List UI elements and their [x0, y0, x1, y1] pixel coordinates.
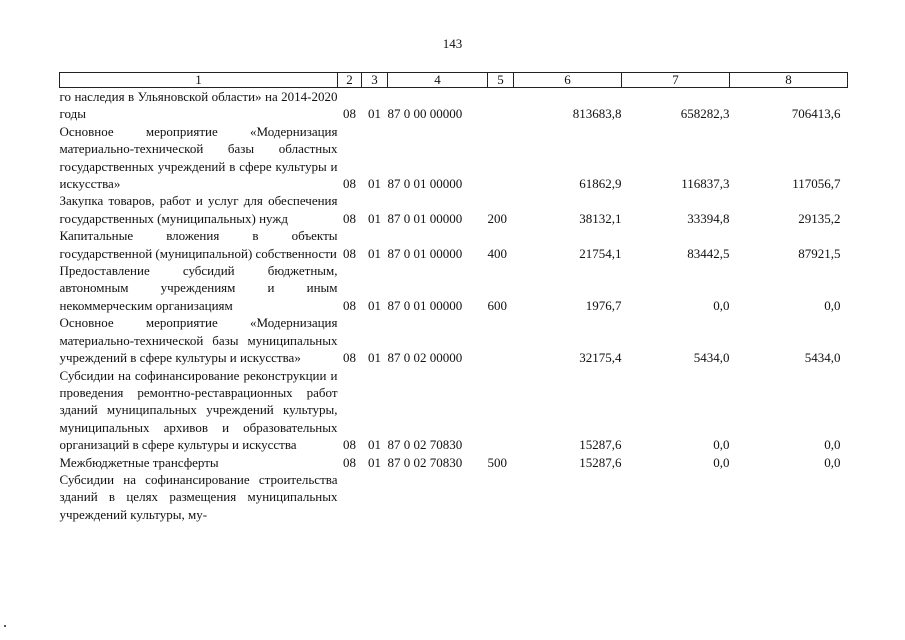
row-subsection: 01 — [368, 106, 381, 122]
row-subsection: 01 — [368, 245, 381, 261]
row-name: Основное мероприятие «Модернизация материально-технической базы областных государственных учреждений в сфере культуры и искусства» — [59, 123, 338, 192]
row-subsection: 01 — [368, 176, 381, 192]
row-value-8: 0,0 — [824, 297, 841, 313]
row-name: Субсидии на софинансирование реконструкции и проведения ремонтно-реставрационных работ зданий муниципальных учреждений культуры, муниципальных архивов и образовательных организаций в сфере культуры и искусства — [59, 367, 338, 453]
table-row — [60, 314, 848, 366]
row-value-8: 87921,5 — [798, 245, 841, 261]
row-name: Закупка товаров, работ и услуг для обеспечения государственных (муниципальных) нужд — [59, 193, 338, 226]
row-expense-type — [488, 314, 514, 366]
row-value-8 — [730, 471, 848, 523]
row-target-code: 87 0 02 70830 — [387, 437, 463, 453]
column-header: 3 — [362, 73, 388, 88]
row-value-8: 117056,7 — [792, 176, 841, 192]
row-expense-type — [488, 367, 514, 454]
row-expense-type — [488, 88, 514, 123]
row-subsection: 01 — [368, 297, 381, 313]
table-header-row — [60, 73, 848, 88]
row-value-8: 29135,2 — [798, 210, 841, 226]
row-expense-type — [488, 123, 514, 193]
row-name: Субсидии на софинансирование строительства зданий в целях размещения муниципальных учреждений культуры, му- — [59, 471, 338, 522]
column-header: 7 — [622, 73, 730, 88]
row-value-7: 0,0 — [713, 437, 730, 453]
table-row — [60, 88, 848, 123]
row-value-8: 0,0 — [824, 454, 841, 470]
column-header: 8 — [730, 73, 848, 88]
row-section: 08 — [343, 297, 356, 313]
row-name: Предоставление субсидий бюджетным, автономным учреждениям и иным некоммерческим организациям — [59, 263, 338, 313]
row-value-7: 0,0 — [713, 454, 730, 470]
row-value-6: 21754,1 — [579, 245, 622, 261]
column-header: 6 — [514, 73, 622, 88]
row-value-8: 5434,0 — [804, 350, 841, 366]
row-value-7: 116837,3 — [681, 176, 730, 192]
row-target-code: 87 0 02 00000 — [387, 350, 463, 366]
table-row — [60, 454, 848, 471]
row-target-code — [388, 471, 488, 523]
row-section: 08 — [343, 176, 356, 192]
row-value-7: 83442,5 — [687, 245, 730, 261]
row-expense-type: 600 — [487, 297, 507, 313]
row-value-6: 38132,1 — [579, 210, 622, 226]
row-value-6 — [514, 471, 622, 523]
table-row — [60, 367, 848, 454]
row-target-code: 87 0 00 00000 — [387, 106, 463, 122]
budget-table — [59, 72, 848, 523]
row-value-6: 813683,8 — [572, 106, 622, 122]
row-value-7: 658282,3 — [680, 106, 730, 122]
row-subsection — [362, 471, 388, 523]
row-value-6: 15287,6 — [579, 454, 622, 470]
row-value-7: 33394,8 — [687, 210, 730, 226]
row-subsection: 01 — [368, 437, 381, 453]
row-value-6: 32175,4 — [579, 350, 622, 366]
row-target-code: 87 0 01 00000 — [387, 176, 463, 192]
column-header: 5 — [488, 73, 514, 88]
table-row — [60, 262, 848, 314]
column-header: 1 — [60, 73, 338, 88]
row-section: 08 — [343, 106, 356, 122]
row-subsection: 01 — [368, 350, 381, 366]
table-row — [60, 227, 848, 262]
row-name: Межбюджетные трансферты — [59, 454, 219, 470]
row-target-code: 87 0 01 00000 — [387, 297, 463, 313]
row-name: Основное мероприятие «Модернизация материально-технической базы муниципальных учреждений в сфере культуры и искусства» — [59, 315, 338, 366]
column-header: 2 — [338, 73, 362, 88]
row-section: 08 — [343, 454, 356, 470]
row-target-code: 87 0 01 00000 — [387, 210, 463, 226]
row-value-6: 1976,7 — [585, 297, 622, 313]
table-row — [60, 123, 848, 193]
row-value-8: 706413,6 — [791, 106, 841, 122]
row-value-7 — [622, 471, 730, 523]
scan-speck — [4, 625, 6, 627]
row-expense-type: 500 — [487, 454, 507, 470]
table-row — [60, 192, 848, 227]
row-section: 08 — [343, 210, 356, 226]
row-section — [338, 471, 362, 523]
row-expense-type: 200 — [487, 210, 507, 226]
row-subsection: 01 — [368, 454, 381, 470]
row-value-6: 15287,6 — [579, 437, 622, 453]
row-value-6: 61862,9 — [579, 176, 622, 192]
table-row — [60, 471, 848, 523]
row-value-7: 5434,0 — [693, 350, 730, 366]
row-section: 08 — [343, 350, 356, 366]
row-expense-type: 400 — [487, 245, 507, 261]
row-value-7: 0,0 — [713, 297, 730, 313]
row-subsection: 01 — [368, 210, 381, 226]
row-target-code: 87 0 02 70830 — [387, 454, 463, 470]
column-header: 4 — [388, 73, 488, 88]
row-name: го наследия в Ульяновской области» на 2014-2020 годы — [59, 89, 338, 122]
row-name: Капитальные вложения в объекты государственной (муниципальной) собственности — [59, 228, 338, 261]
row-section: 08 — [343, 245, 356, 261]
row-expense-type — [488, 471, 514, 523]
row-value-8: 0,0 — [824, 437, 841, 453]
page-number: 143 — [442, 36, 463, 51]
row-target-code: 87 0 01 00000 — [387, 245, 463, 261]
row-section: 08 — [343, 437, 356, 453]
